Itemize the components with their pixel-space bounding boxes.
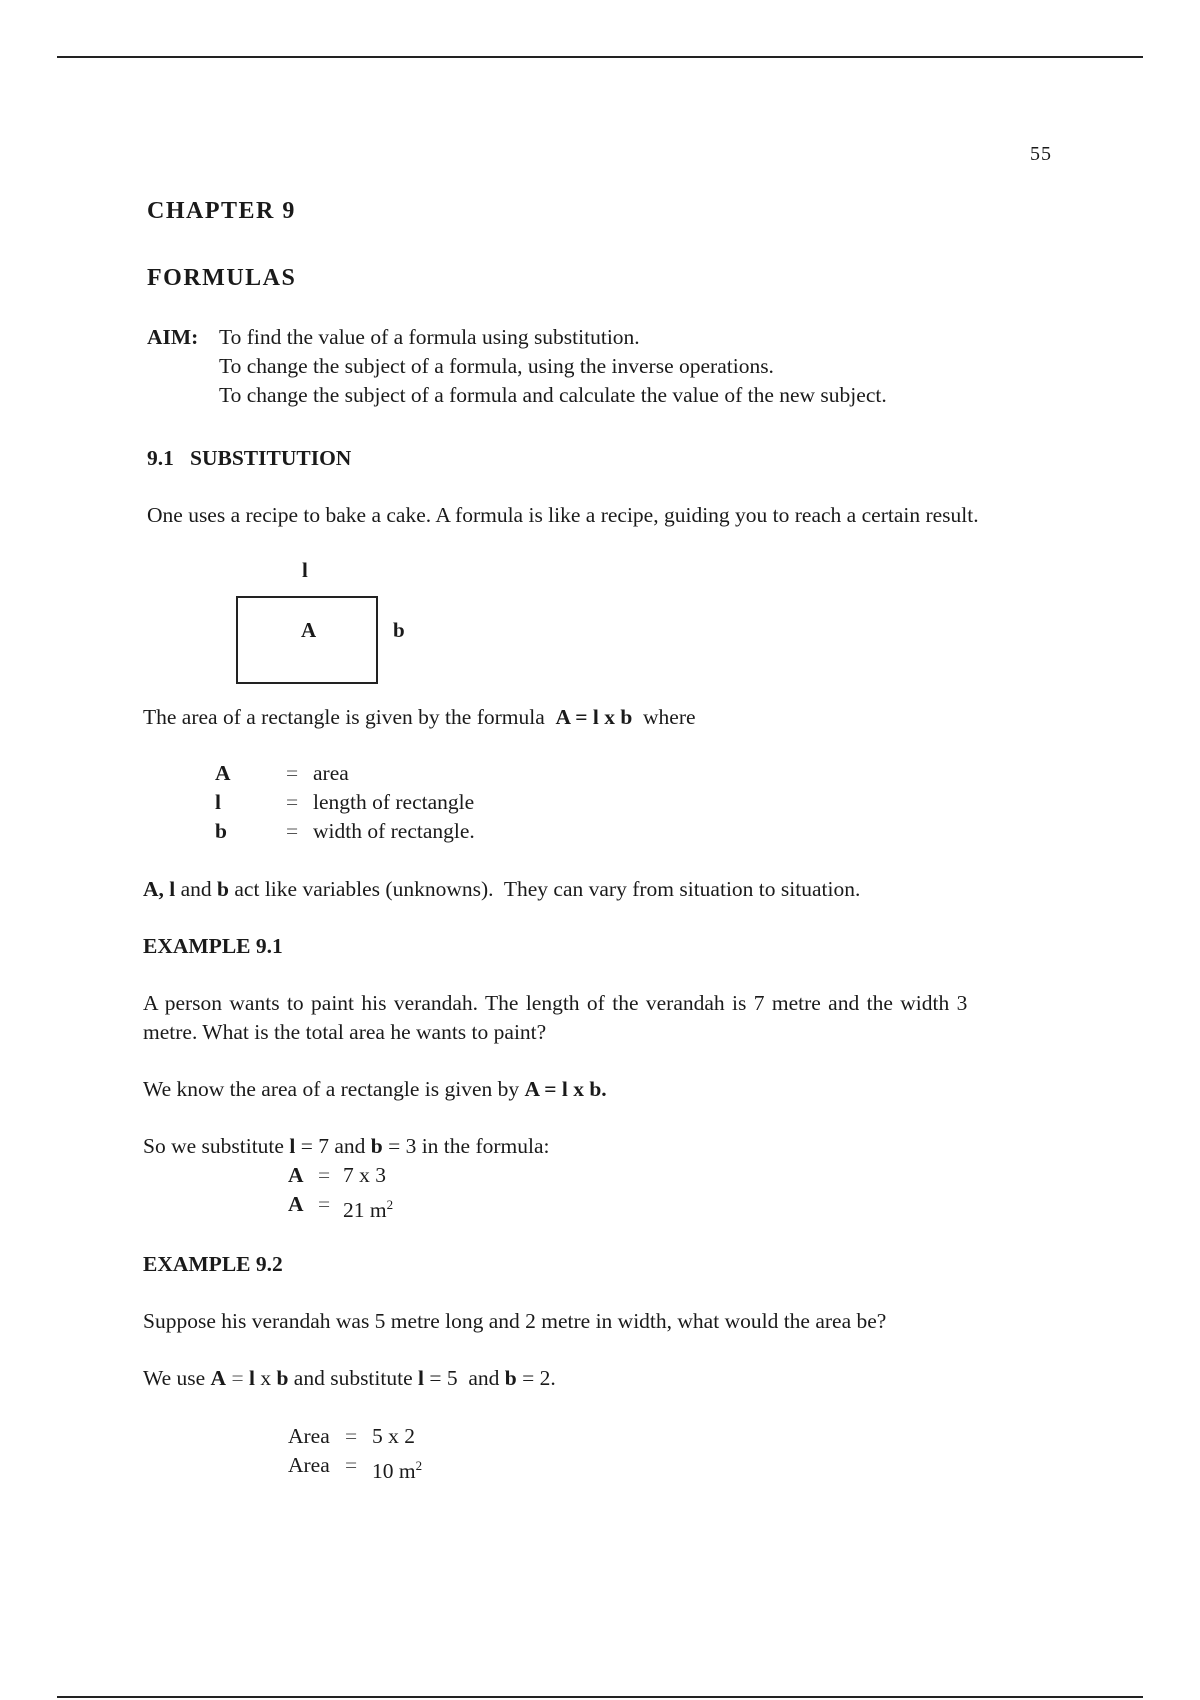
def-symbol: b [215, 819, 227, 843]
section-title: 9.1 SUBSTITUTION [147, 446, 352, 470]
unit-superscript: 2 [415, 1458, 423, 1473]
aim-label: AIM: [147, 325, 199, 349]
step-lhs: A [288, 1163, 304, 1187]
example-9-2-use [143, 1364, 556, 1393]
example-9-1-title: EXAMPLE 9.1 [143, 934, 283, 958]
step-rhs-value: 21 m [343, 1198, 387, 1222]
example-9-1-know [143, 1075, 607, 1104]
variables-note-mid: and [175, 877, 218, 901]
use-equals: = [226, 1366, 249, 1390]
subst-text: = 3 in the formula: [382, 1134, 550, 1158]
example-9-1-substitution [143, 1132, 549, 1161]
subst-l: l [289, 1134, 296, 1158]
step-lhs: A [288, 1192, 304, 1216]
subst-b: b [370, 1134, 383, 1158]
use-text: = 2. [516, 1366, 556, 1390]
diagram-area-label: A [301, 618, 317, 642]
example-9-1-problem-line-1: A person wants to paint his verandah. The length of the verandah is 7 metre and the width 3 [143, 991, 968, 1015]
top-rule [57, 56, 1143, 58]
step-rhs-value: 10 m [372, 1459, 416, 1483]
example-9-2-title: EXAMPLE 9.2 [143, 1252, 283, 1276]
unit-superscript: 2 [386, 1197, 394, 1212]
step-rhs [343, 1190, 393, 1225]
variables-note-rest: act like variables (unknowns). They can vary from situation to situation. [229, 877, 861, 901]
step-rhs: 5 x 2 [372, 1424, 415, 1448]
diagram-length-label: l [302, 558, 308, 582]
use-b: b [504, 1366, 517, 1390]
variables-note-bold2: b [217, 877, 230, 901]
aim-line-3: To change the subject of a formula and calculate the value of the new subject. [219, 383, 887, 407]
example-9-1-problem-line-2: metre. What is the total area he wants to paint? [143, 1020, 547, 1044]
area-sentence-prefix: The area of a rectangle is given by the formula [143, 705, 545, 729]
step-equals: = [318, 1192, 331, 1216]
def-equals: = [286, 790, 299, 814]
intro-paragraph: One uses a recipe to bake a cake. A formula is like a recipe, guiding you to reach a certain result. [147, 503, 979, 527]
bottom-rule [57, 1696, 1143, 1698]
step-equals: = [345, 1424, 358, 1448]
area-formula: A = l x b [555, 705, 633, 729]
def-equals: = [286, 819, 299, 843]
subst-text: So we substitute [143, 1134, 290, 1158]
variables-note-bold: A, l [143, 877, 176, 901]
step-equals: = [345, 1453, 358, 1477]
know-formula: A = l x b. [524, 1077, 607, 1101]
aim-line-2: To change the subject of a formula, using the inverse operations. [219, 354, 774, 378]
diagram-width-label: b [393, 618, 405, 642]
use-text: and substitute [288, 1366, 418, 1390]
example-9-2-problem: Suppose his verandah was 5 metre long and 2 metre in width, what would the area be? [143, 1309, 887, 1333]
subst-text: = 7 and [295, 1134, 371, 1158]
def-symbol: l [215, 790, 221, 814]
use-l: l [418, 1366, 424, 1390]
def-meaning: area [313, 761, 349, 785]
def-equals: = [286, 761, 299, 785]
variables-note [143, 875, 860, 904]
def-meaning: length of rectangle [313, 790, 475, 814]
aim-line-1: To find the value of a formula using substitution. [219, 325, 640, 349]
area-sentence [143, 703, 696, 732]
chapter-label: CHAPTER 9 [147, 198, 296, 224]
def-meaning: width of rectangle. [313, 819, 475, 843]
area-sentence-suffix: where [643, 705, 696, 729]
step-rhs [372, 1451, 422, 1486]
use-A: A [210, 1366, 227, 1390]
use-l: l [248, 1366, 255, 1390]
use-text: We use [143, 1366, 211, 1390]
know-prefix: We know the area of a rectangle is given by [143, 1077, 525, 1101]
step-rhs: 7 x 3 [343, 1163, 386, 1187]
use-text: = 5 and [423, 1366, 505, 1390]
chapter-title: FORMULAS [147, 265, 297, 291]
step-lhs: Area [288, 1424, 330, 1448]
step-equals: = [318, 1163, 331, 1187]
page-number: 55 [1030, 143, 1052, 165]
step-lhs: Area [288, 1453, 330, 1477]
use-text: x [254, 1366, 277, 1390]
def-symbol: A [215, 761, 231, 785]
use-b: b [276, 1366, 289, 1390]
